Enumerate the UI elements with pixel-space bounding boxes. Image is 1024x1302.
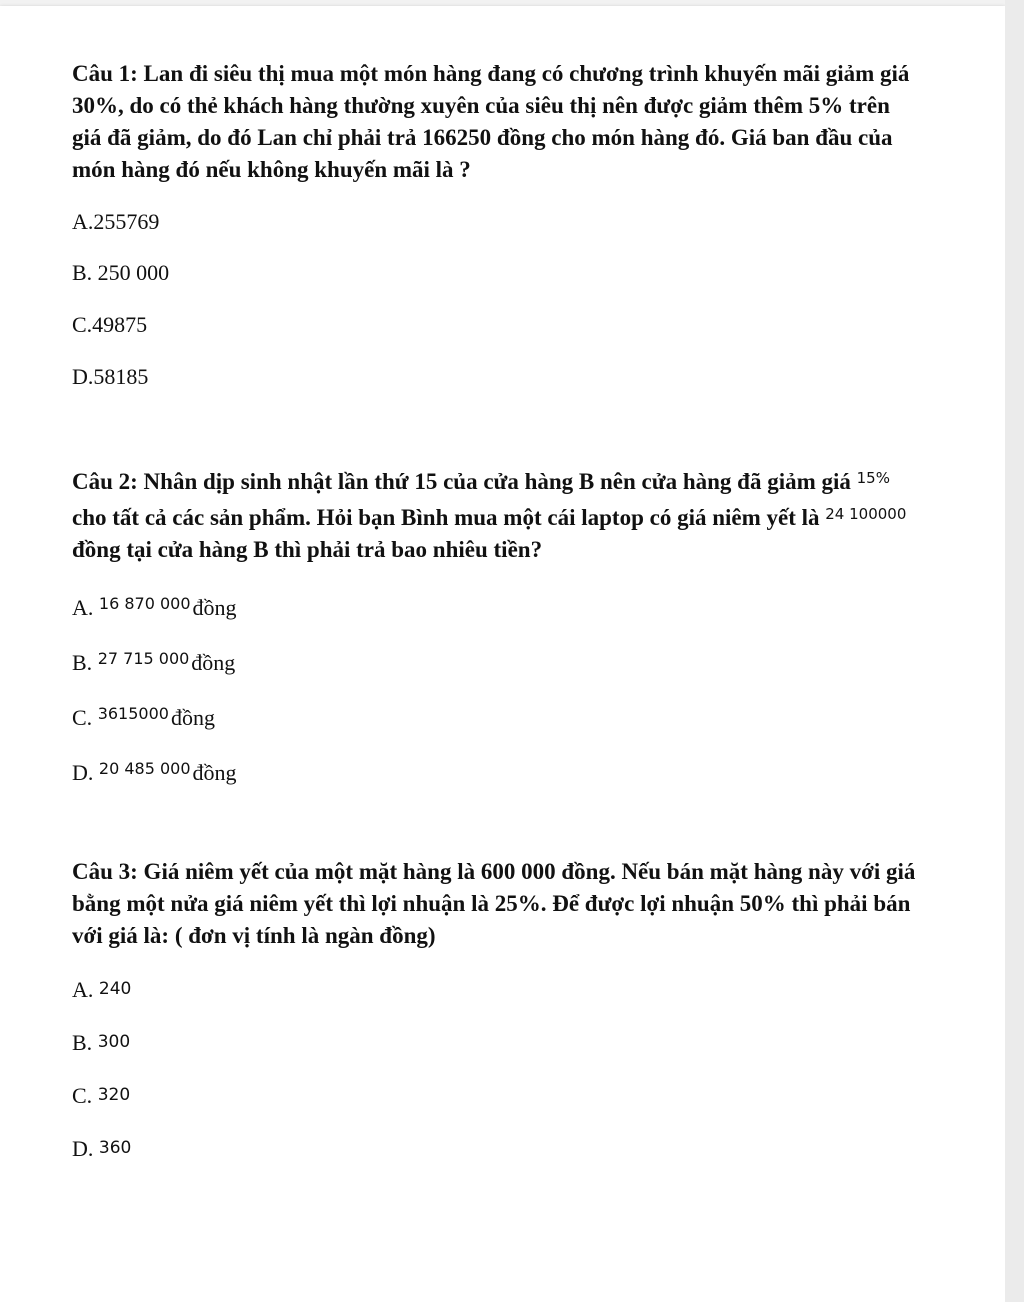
q2-option-a	[72, 590, 237, 622]
q3-option-a-letter: A.	[72, 977, 94, 1002]
q2-option-b	[72, 645, 235, 677]
q1-option-b: B. 250 000	[72, 260, 170, 285]
question-2-text	[72, 462, 922, 566]
q2-option-a-value: 16 870 000	[98, 594, 191, 613]
q2-option-d	[72, 755, 237, 787]
q3-option-d-letter: D.	[72, 1136, 94, 1161]
question-1-text: Câu 1: Lan đi siêu thị mua một món hàng đang có chương trình khuyến mãi giảm giá 30%, do có thẻ khách hàng thường xuyên của siêu thị nên được giảm thêm 5% trên giá đã giảm, do đó Lan chỉ phải trả 166250 đồng cho món hàng đó. Giá ban đầu của món hàng đó nếu không khuyến mãi là ?	[72, 61, 910, 182]
q1-option-c: C.49875	[72, 312, 148, 337]
q2-option-c-unit: đồng	[170, 705, 215, 730]
q3-option-d	[72, 1134, 131, 1163]
q3-option-c	[72, 1081, 130, 1110]
q2-option-b-value: 27 715 000	[97, 649, 190, 668]
q1-option-d: D.58185	[72, 364, 149, 389]
q1-option-a: A.255769	[72, 209, 160, 234]
q2-option-d-value: 20 485 000	[98, 759, 191, 778]
q3-option-a-value: 240	[98, 979, 132, 999]
scrollbar[interactable]	[1005, 0, 1024, 1302]
q2-option-a-unit: đồng	[192, 595, 237, 620]
q3-option-b-value: 300	[97, 1032, 131, 1052]
q3-option-b	[72, 1028, 130, 1057]
q2-option-c-value: 3615000	[97, 704, 169, 723]
q3-option-a	[72, 975, 131, 1004]
q2-option-d-unit: đồng	[192, 760, 237, 785]
q2-math-price: 24 100000	[825, 505, 907, 523]
q3-option-c-value: 320	[97, 1085, 131, 1105]
q2-option-a-letter: A.	[72, 595, 94, 620]
q2-option-d-letter: D.	[72, 760, 94, 785]
q2-option-c	[72, 700, 215, 732]
q2-text-part3: đồng tại cửa hàng B thì phải trả bao nhiêu tiền?	[72, 537, 543, 562]
question-3-text: Câu 3: Giá niêm yết của một mặt hàng là 600 000 đồng. Nếu bán mặt hàng này với giá bằng một nửa giá niêm yết thì lợi nhuận là 25%. Để được lợi nhuận 50% thì phải bán với giá là: ( đơn vị tính là ngàn đồng)	[72, 859, 916, 948]
q2-math-percent: 15%	[856, 469, 890, 487]
q3-option-b-letter: B.	[72, 1030, 93, 1055]
q2-text-part1: Câu 2: Nhân dịp sinh nhật lần thứ 15 của cửa hàng B nên cửa hàng đã giảm giá	[72, 469, 857, 494]
q2-option-b-unit: đồng	[191, 650, 236, 675]
q2-option-b-letter: B.	[72, 650, 93, 675]
q3-option-d-value: 360	[98, 1138, 132, 1158]
q2-text-part2: cho tất cả các sản phẩm. Hỏi bạn Bình mua một cái laptop có giá niêm yết là	[72, 505, 826, 530]
q3-option-c-letter: C.	[72, 1083, 93, 1108]
q2-option-c-letter: C.	[72, 705, 93, 730]
